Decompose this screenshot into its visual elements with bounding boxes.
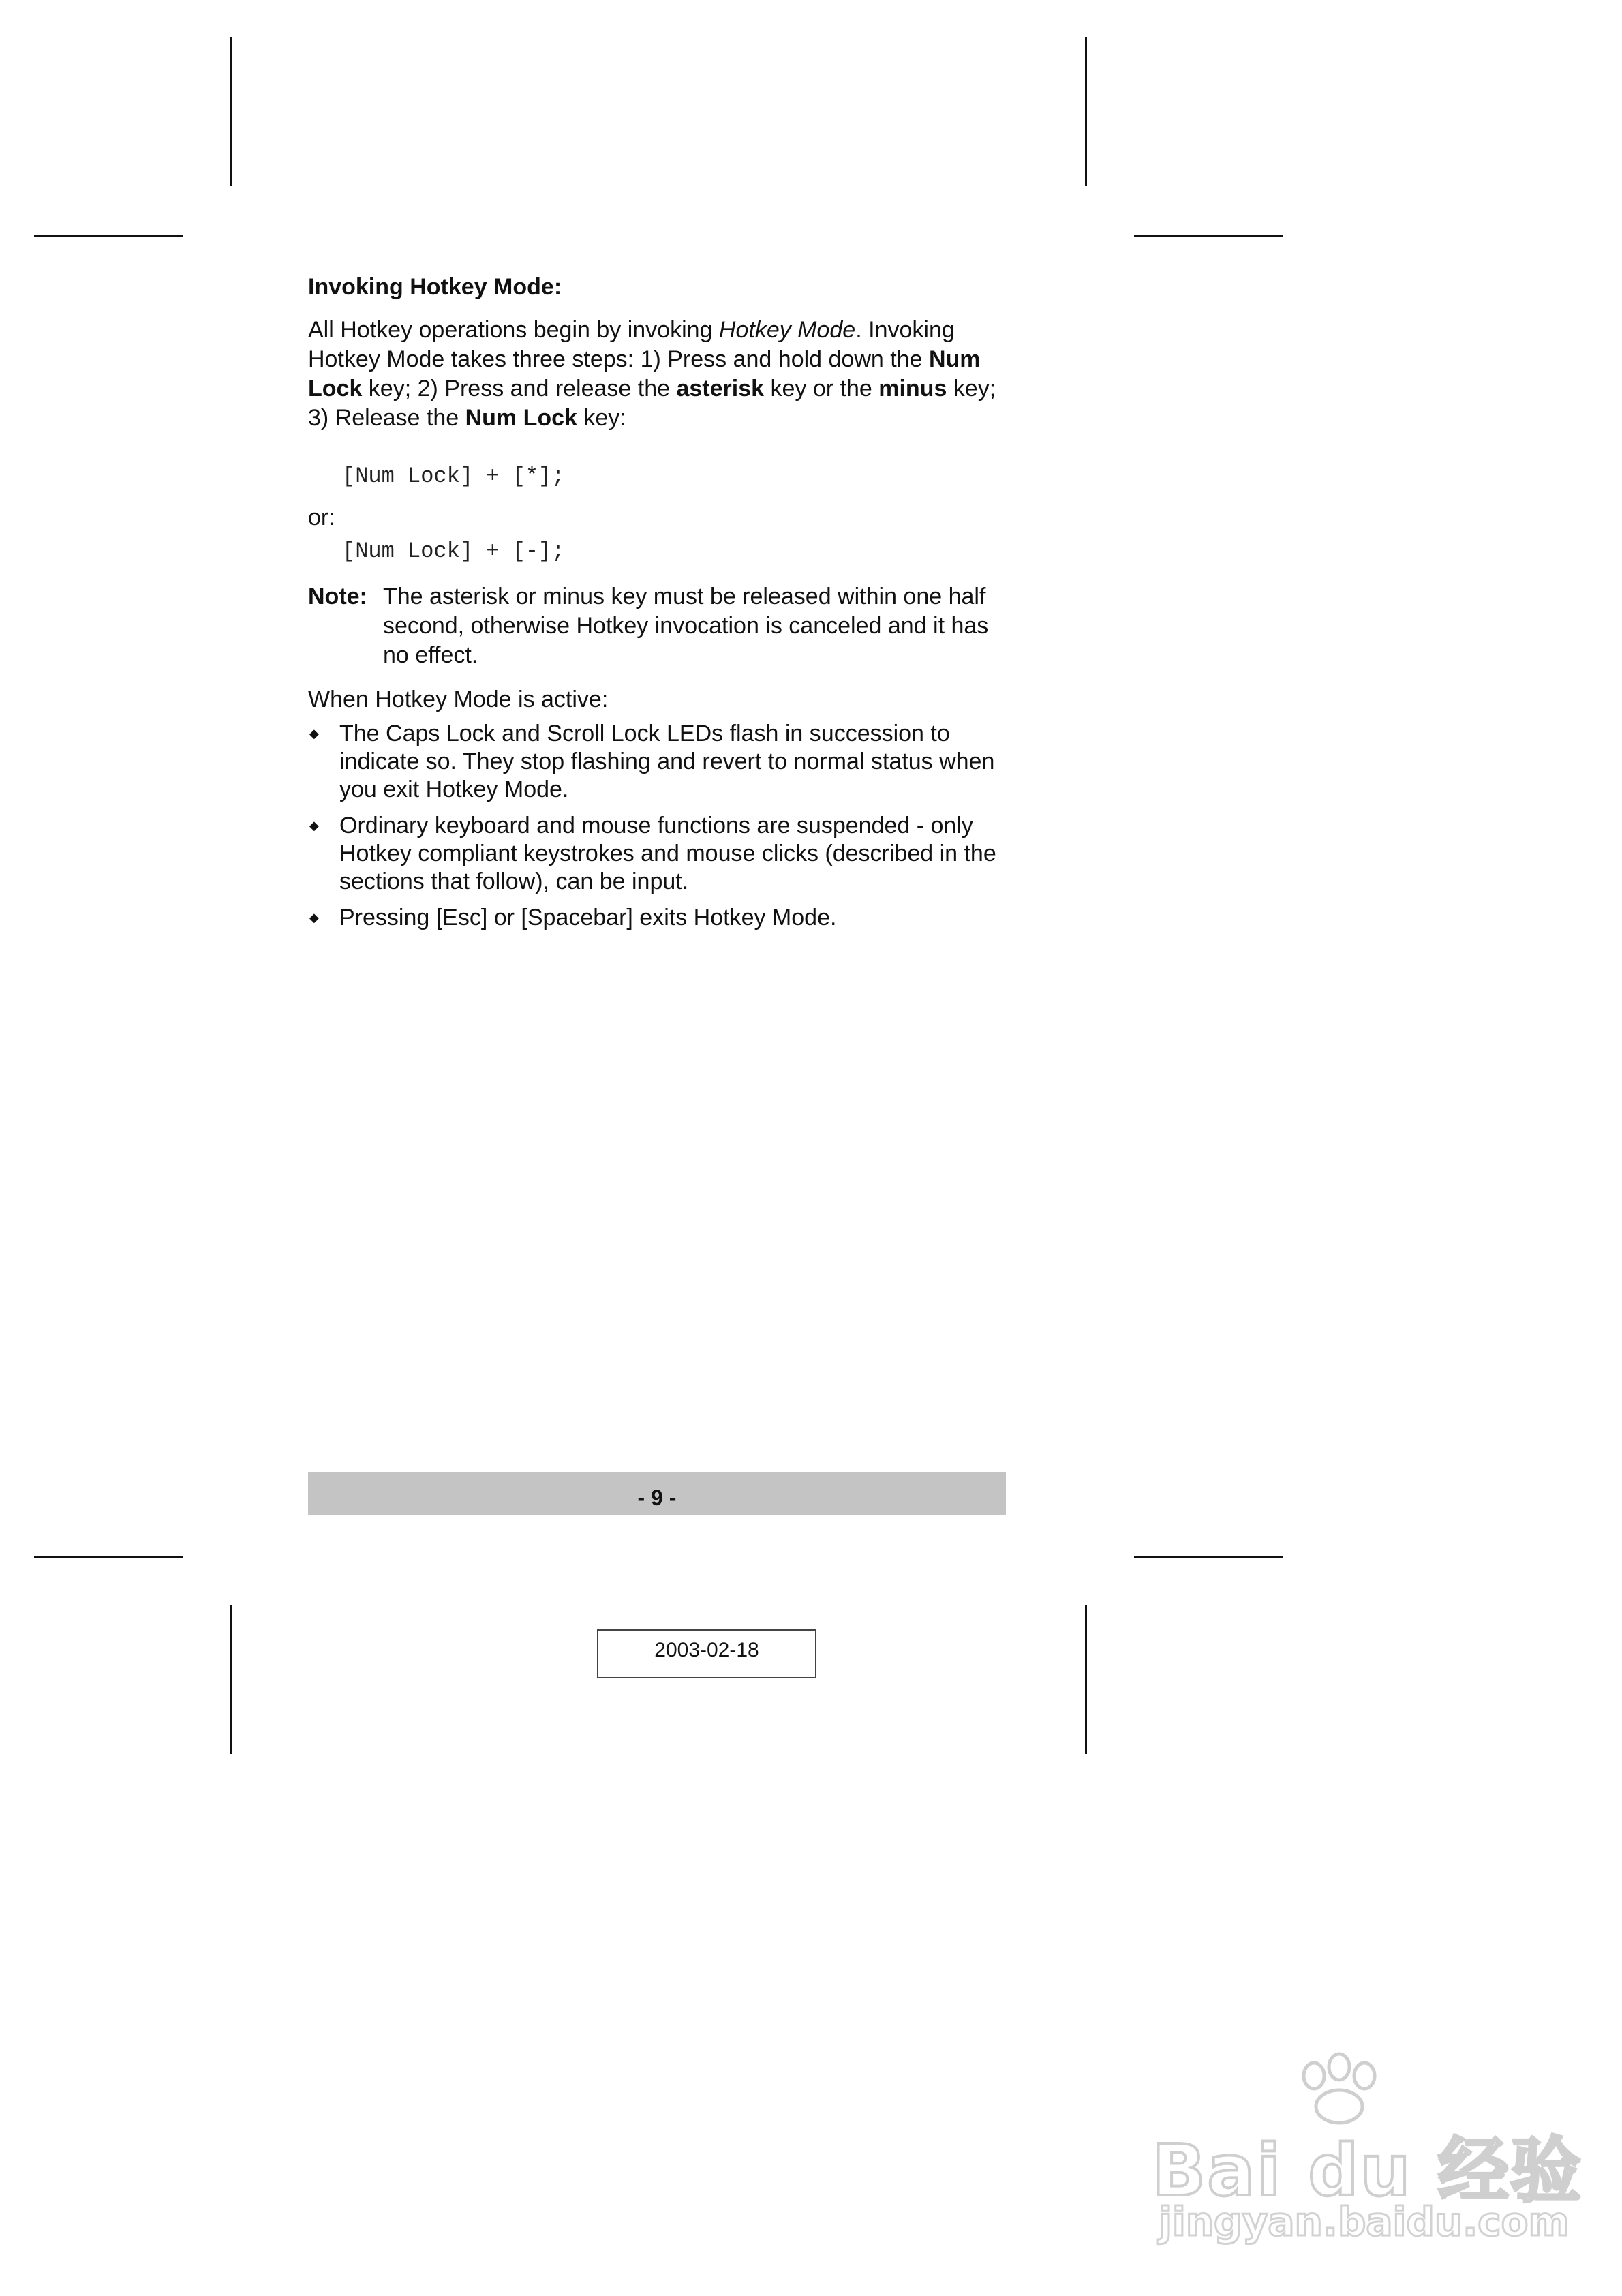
manual-page-content xyxy=(308,273,1003,940)
note-text: The asterisk or minus key must be released within one half second, otherwise Hotkey invocation is canceled and it has no effect. xyxy=(383,584,989,668)
crop-mark-bottom-right-horizontal xyxy=(1134,1556,1283,1558)
crop-mark-bottom-left-vertical xyxy=(230,1605,232,1754)
crop-mark-top-right-horizontal xyxy=(1134,235,1283,237)
intro-hotkey-mode-term: Hotkey Mode xyxy=(718,317,856,343)
list-item xyxy=(308,904,1003,932)
crop-mark-top-left-horizontal xyxy=(34,235,183,237)
active-intro: When Hotkey Mode is active: xyxy=(308,686,609,712)
baidu-jingyan-watermark xyxy=(1152,2052,1582,2250)
intro-text-3: . Invoking Hotkey Mode takes three steps: 1) Press and hold down the xyxy=(308,317,955,372)
diamond-bullet-icon: ◆ xyxy=(309,911,319,924)
intro-text-1: All Hotkey operations begin by invoking xyxy=(308,317,719,343)
crop-mark-top-left-vertical xyxy=(230,37,232,186)
code-example-asterisk: [Num Lock] + [*]; xyxy=(342,464,565,489)
date-text: 2003-02-18 xyxy=(654,1639,759,1661)
list-item-text: Pressing [Esc] or [Spacebar] exits Hotkey Mode. xyxy=(339,905,837,931)
intro-paragraph xyxy=(308,316,1003,433)
note-block xyxy=(308,582,1003,670)
intro-asterisk-term: asterisk xyxy=(676,376,765,402)
page-number: - 9 - xyxy=(637,1485,677,1510)
code-example-minus: [Num Lock] + [-]; xyxy=(342,539,565,564)
watermark-main-text: Bai du 经验 xyxy=(1152,2129,1582,2212)
page-number-bar xyxy=(308,1472,1006,1515)
intro-text-5: key; 2) Press and release the xyxy=(362,376,677,402)
intro-num-lock-term: Num Lock xyxy=(308,346,981,402)
intro-text-11: key: xyxy=(577,405,626,431)
intro-minus-term: minus xyxy=(878,376,947,402)
crop-mark-bottom-left-horizontal xyxy=(34,1556,183,1558)
list-item xyxy=(308,720,1003,804)
list-item xyxy=(308,812,1003,896)
intro-text-9: key; 3) Release the xyxy=(308,376,996,431)
section-heading: Invoking Hotkey Mode: xyxy=(308,274,562,300)
list-item-text: The Caps Lock and Scroll Lock LEDs flash in succession to indicate so. They stop flashing and revert to normal status when you exit Hotkey Mode. xyxy=(339,721,995,802)
list-item-text: Ordinary keyboard and mouse functions are suspended - only Hotkey compliant keystrokes and mouse clicks (described in the sections that follow), can be input. xyxy=(339,813,996,894)
watermark-sub-text: jingyan.baidu.com xyxy=(1159,2199,1570,2245)
active-behavior-list xyxy=(308,720,1003,932)
or-label: or: xyxy=(308,504,335,530)
diamond-bullet-icon: ◆ xyxy=(309,819,319,832)
intro-num-lock-term-2: Num Lock xyxy=(465,405,577,431)
note-label: Note: xyxy=(308,584,367,609)
intro-text-7: key or the xyxy=(764,376,879,402)
diamond-bullet-icon: ◆ xyxy=(309,727,319,740)
crop-mark-top-right-vertical xyxy=(1085,37,1087,186)
crop-mark-bottom-right-vertical xyxy=(1085,1605,1087,1754)
date-box xyxy=(597,1629,816,1678)
